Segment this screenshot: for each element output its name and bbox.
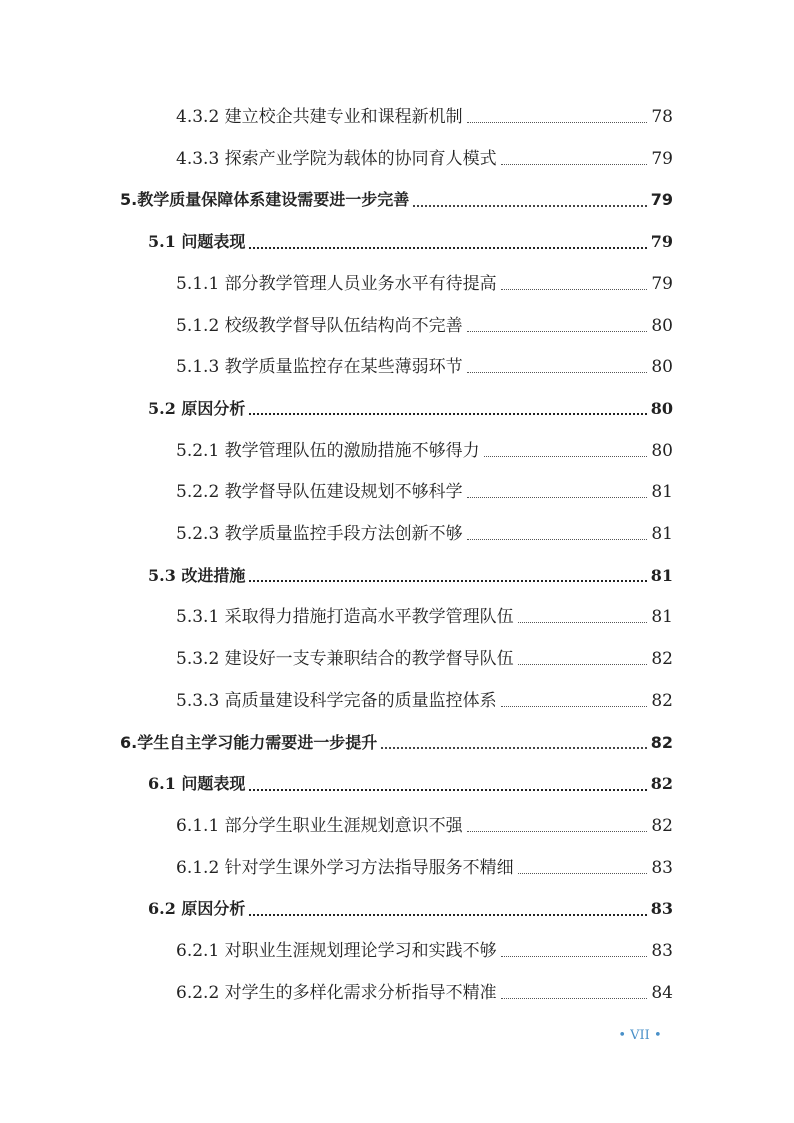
toc-entry-title: 6.1.2 针对学生课外学习方法指导服务不精细 bbox=[176, 857, 514, 878]
toc-entry-page-number: 82 bbox=[651, 649, 673, 670]
toc-entry-level-2[interactable] bbox=[148, 227, 673, 257]
dot-leader bbox=[501, 288, 648, 290]
toc-entry-page-number: 79 bbox=[651, 273, 673, 294]
toc-entry-level-1[interactable] bbox=[120, 728, 673, 758]
toc-entry-page-number: 78 bbox=[651, 107, 673, 127]
toc-entry-title: 5.1 问题表现 bbox=[148, 232, 246, 252]
dot-leader bbox=[518, 621, 648, 623]
dot-leader bbox=[501, 163, 648, 165]
toc-entry-level-3[interactable] bbox=[176, 686, 673, 716]
toc-entry-level-3[interactable] bbox=[176, 352, 673, 382]
toc-entry-level-2[interactable] bbox=[148, 769, 673, 799]
dot-leader bbox=[249, 913, 646, 916]
toc-entry-title: 5.3 改进措施 bbox=[148, 565, 246, 585]
toc-entry-title: 5.2.3 教学质量监控手段方法创新不够 bbox=[176, 524, 463, 544]
toc-entry-title: 5.1.3 教学质量监控存在某些薄弱环节 bbox=[176, 357, 463, 378]
dot-leader bbox=[249, 246, 646, 249]
dot-leader bbox=[501, 997, 648, 999]
toc-entry-page-number: 83 bbox=[650, 899, 673, 919]
toc-entry-level-3[interactable] bbox=[176, 144, 673, 174]
dot-leader bbox=[249, 412, 646, 415]
toc-entry-level-3[interactable] bbox=[176, 477, 673, 507]
toc-entry-page-number: 82 bbox=[650, 774, 673, 794]
toc-entry-title: 5.2.1 教学管理队伍的激励措施不够得力 bbox=[176, 440, 480, 461]
dot-leader bbox=[381, 746, 647, 749]
toc-entry-level-3[interactable] bbox=[176, 102, 673, 132]
toc-entry-page-number: 84 bbox=[651, 982, 673, 1003]
toc-entry-title: 4.3.2 建立校企共建专业和课程新机制 bbox=[176, 107, 463, 127]
toc-entry-page-number: 80 bbox=[651, 315, 673, 336]
toc-entry-title: 5.2.2 教学督导队伍建设规划不够科学 bbox=[176, 482, 463, 503]
toc-entry-level-3[interactable] bbox=[176, 602, 673, 632]
toc-entry-page-number: 79 bbox=[651, 148, 673, 169]
toc-entry-level-3[interactable] bbox=[176, 853, 673, 883]
toc-entry-level-3[interactable] bbox=[176, 936, 673, 966]
dot-leader bbox=[467, 371, 648, 373]
toc-entry-title: 6.学生自主学习能力需要进一步提升 bbox=[120, 732, 378, 752]
toc-entry-level-3[interactable] bbox=[176, 311, 673, 341]
dot-leader bbox=[467, 121, 648, 123]
toc-entry-page-number: 82 bbox=[650, 732, 673, 752]
toc-entry-title: 6.2.2 对学生的多样化需求分析指导不精准 bbox=[176, 982, 497, 1003]
toc-entry-title: 5.3.1 采取得力措施打造高水平教学管理队伍 bbox=[176, 607, 514, 628]
toc-entry-level-2[interactable] bbox=[148, 894, 673, 924]
dot-leader bbox=[467, 496, 648, 498]
toc-entry-page-number: 81 bbox=[651, 524, 673, 544]
dot-leader bbox=[249, 788, 646, 791]
toc-entry-level-3[interactable] bbox=[176, 811, 673, 841]
toc-entry-level-3[interactable] bbox=[176, 269, 673, 299]
toc-entry-title: 5.3.2 建设好一支专兼职结合的教学督导队伍 bbox=[176, 649, 514, 670]
toc-entry-title: 5.1.1 部分教学管理人员业务水平有待提高 bbox=[176, 273, 497, 294]
toc-entry-title: 5.1.2 校级教学督导队伍结构尚不完善 bbox=[176, 315, 463, 336]
toc-entry-page-number: 80 bbox=[651, 357, 673, 378]
dot-leader bbox=[413, 204, 647, 207]
toc-entry-level-3[interactable] bbox=[176, 644, 673, 674]
toc-entry-page-number: 80 bbox=[651, 440, 673, 461]
toc-entry-level-3[interactable] bbox=[176, 978, 673, 1008]
dot-leader bbox=[484, 455, 648, 457]
toc-entry-level-2[interactable] bbox=[148, 561, 673, 591]
toc-entry-title: 5.教学质量保障体系建设需要进一步完善 bbox=[120, 190, 410, 210]
toc-entry-page-number: 79 bbox=[650, 190, 673, 210]
toc-entry-title: 4.3.3 探索产业学院为载体的协同育人模式 bbox=[176, 148, 497, 169]
toc-entry-page-number: 83 bbox=[651, 941, 673, 961]
toc-entry-title: 6.2.1 对职业生涯规划理论学习和实践不够 bbox=[176, 941, 497, 961]
dot-leader bbox=[467, 830, 648, 832]
toc-entry-page-number: 80 bbox=[650, 398, 673, 418]
toc-entry-title: 5.3.3 高质量建设科学完备的质量监控体系 bbox=[176, 690, 497, 711]
dot-leader bbox=[467, 538, 648, 540]
page-number: • VII • bbox=[618, 1028, 662, 1043]
dot-leader bbox=[501, 955, 648, 957]
toc-entry-page-number: 83 bbox=[651, 857, 673, 878]
toc-entry-title: 6.1.1 部分学生职业生涯规划意识不强 bbox=[176, 815, 463, 836]
toc-entry-title: 6.1 问题表现 bbox=[148, 774, 246, 794]
dot-leader bbox=[518, 663, 648, 665]
toc-entry-page-number: 79 bbox=[650, 232, 673, 252]
toc-entry-page-number: 81 bbox=[651, 482, 673, 503]
toc-entry-page-number: 81 bbox=[650, 565, 673, 585]
dot-leader bbox=[518, 872, 648, 874]
toc-entry-title: 5.2 原因分析 bbox=[148, 398, 246, 418]
toc-entry-page-number: 82 bbox=[651, 690, 673, 711]
toc-entry-level-3[interactable] bbox=[176, 436, 673, 466]
dot-leader bbox=[467, 330, 648, 332]
toc-entry-page-number: 82 bbox=[651, 815, 673, 836]
toc-entry-level-3[interactable] bbox=[176, 519, 673, 549]
toc-entry-title: 6.2 原因分析 bbox=[148, 899, 246, 919]
toc-entry-page-number: 81 bbox=[651, 607, 673, 628]
dot-leader bbox=[501, 705, 648, 707]
toc-entry-level-1[interactable] bbox=[120, 185, 673, 215]
toc-entry-level-2[interactable] bbox=[148, 394, 673, 424]
dot-leader bbox=[249, 579, 646, 582]
